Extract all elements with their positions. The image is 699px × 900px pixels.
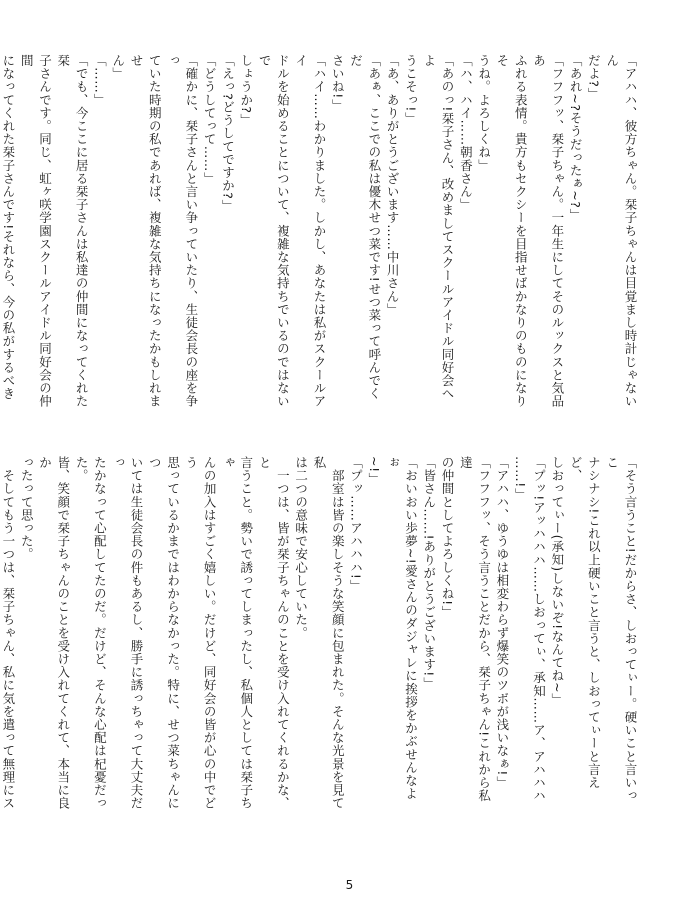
text-line: 「どうしてって……」 [202, 54, 218, 185]
text-line: 「でも、今ここに居る栞子さんは私達の仲間になってくれた栞 [55, 54, 90, 408]
text-line: ナシナシ!これ以上硬いこと言うと、しおってぃーと言えど、 [568, 456, 602, 790]
text-line: 「あのっ!栞子さん、改めましてスクールアイドル同好会へよ [421, 54, 456, 401]
text-line: ~!」 [366, 456, 382, 486]
text-line: 「アハハ、彼方ちゃん。栞子ちゃんは目覚まし時計じゃないん [604, 54, 638, 408]
text-line: ふれる表情。貴方もセクシーを目指せばかなりのものになりそ [494, 54, 529, 408]
text-line: 「あ、ありがとうございます……中川さん」 [385, 54, 401, 316]
text-line: うこそっ!」 [403, 54, 419, 126]
text-line: たかなって心配してたのだ。だけど、そんな心配は杞憂だった。 [74, 456, 108, 810]
text-line: 「皆さん……!ありがとうございます!」 [421, 456, 437, 690]
text-line: しょうか?」 [238, 54, 254, 127]
text-line: 「おいおい歩夢~!愛さんのダジャレに挨拶をかぶせんなよぉ [385, 456, 419, 801]
text-line: の仲間としてよろしくね!」 [440, 456, 456, 619]
text-line: 子さんです。同じ、虹ヶ咲学園スクールアイドル同好会の仲間 [19, 54, 53, 408]
text-line: 「フフフッ、そう言うことだから、栞子ちゃん!これから私達 [458, 456, 492, 803]
text-line: 「そう言うこと!だからさ、しおってぃー。硬いこと言いっこ [604, 456, 638, 803]
text-line: しおってぃー(承知)しないぞ!なんてね~」 [549, 456, 565, 707]
text-line: ……!」 [513, 456, 529, 501]
text-line: 「プッ……アハハハ!」 [348, 456, 364, 593]
text-line: だよ?」 [586, 54, 602, 101]
text-line: 「あぁ、ここでの私は優木せつ菜です!せつ菜って呼んでくだ [348, 54, 382, 401]
text-line: さいね!」 [330, 54, 346, 113]
text-line: 「ハ、ハイ……朝香さん」 [458, 54, 474, 212]
text-line: は二つの意味で安心していた。 [293, 456, 309, 640]
text-line: 「確かに、栞子さんと言い争っていたり、生徒会長の座を争っ [165, 54, 199, 408]
text-line: 思っているかまではわからなかった。特に、せつ菜ちゃんにつ [147, 456, 181, 810]
text-line: 皆、笑顔で栞子ちゃんのことを受け入れてくれて、本当に良か [37, 456, 71, 810]
page-number: 5 [345, 878, 354, 892]
text-line: 一つは、皆が栞子ちゃんのことを受け入れてくれるかな、と [257, 456, 291, 810]
text-line: になってくれた栞子さんです!それなら、今の私がするべき [0, 54, 16, 401]
text-line: いては生徒会長の件もあるし、勝手に誘っちゃって大丈夫だっ [110, 456, 144, 810]
text-line: ていた時期の私であれば、複雑な気持ちになったかもしれませ [128, 54, 163, 408]
text-line: 言うこと。勢いで誘ってしまったし、私個人としては栞子ちゃ [220, 456, 254, 810]
text-line: 「あれ~?そうだったぁ~?」 [568, 54, 584, 222]
text-line: 「ハイ……わかりました。しかし、あなたは私がスクールアイ [293, 54, 327, 408]
text-line: 「えっ?どうしてですか?」 [220, 54, 236, 213]
text-line: 「アハハ、ゆうゆは相変わらず爆笑のツボが浅いなぁ!」 [494, 456, 510, 790]
text-line: んの加入はすごく嬉しい。だけど、同好会の皆が心の中でどう [183, 456, 218, 810]
text-line: ったって思った。 [19, 456, 35, 561]
top-text-column-block [0, 54, 639, 410]
text-line: 部室は皆の楽しそうな笑顔に包まれた。そんな光景を見て私 [311, 456, 346, 810]
text-line: 「プッ!アッハハハ……しおってぃ、承知……ア、アハハハ [531, 456, 547, 803]
text-line: そしてもう一つは、栞子ちゃん、私に気を遣って無理にス [0, 469, 16, 810]
text-line: ドルを始めることについて、複雑な気持ちでいるのではないで [257, 54, 291, 408]
text-line: 「フフフッ、栞子ちゃん。一年生にしてそのルックスと気品あ [531, 54, 565, 408]
text-line: 「……」 [92, 54, 108, 107]
text-line: ん」 [110, 54, 126, 81]
text-line: うね。よろしくね」 [476, 54, 492, 172]
bottom-text-column-block [0, 456, 639, 812]
